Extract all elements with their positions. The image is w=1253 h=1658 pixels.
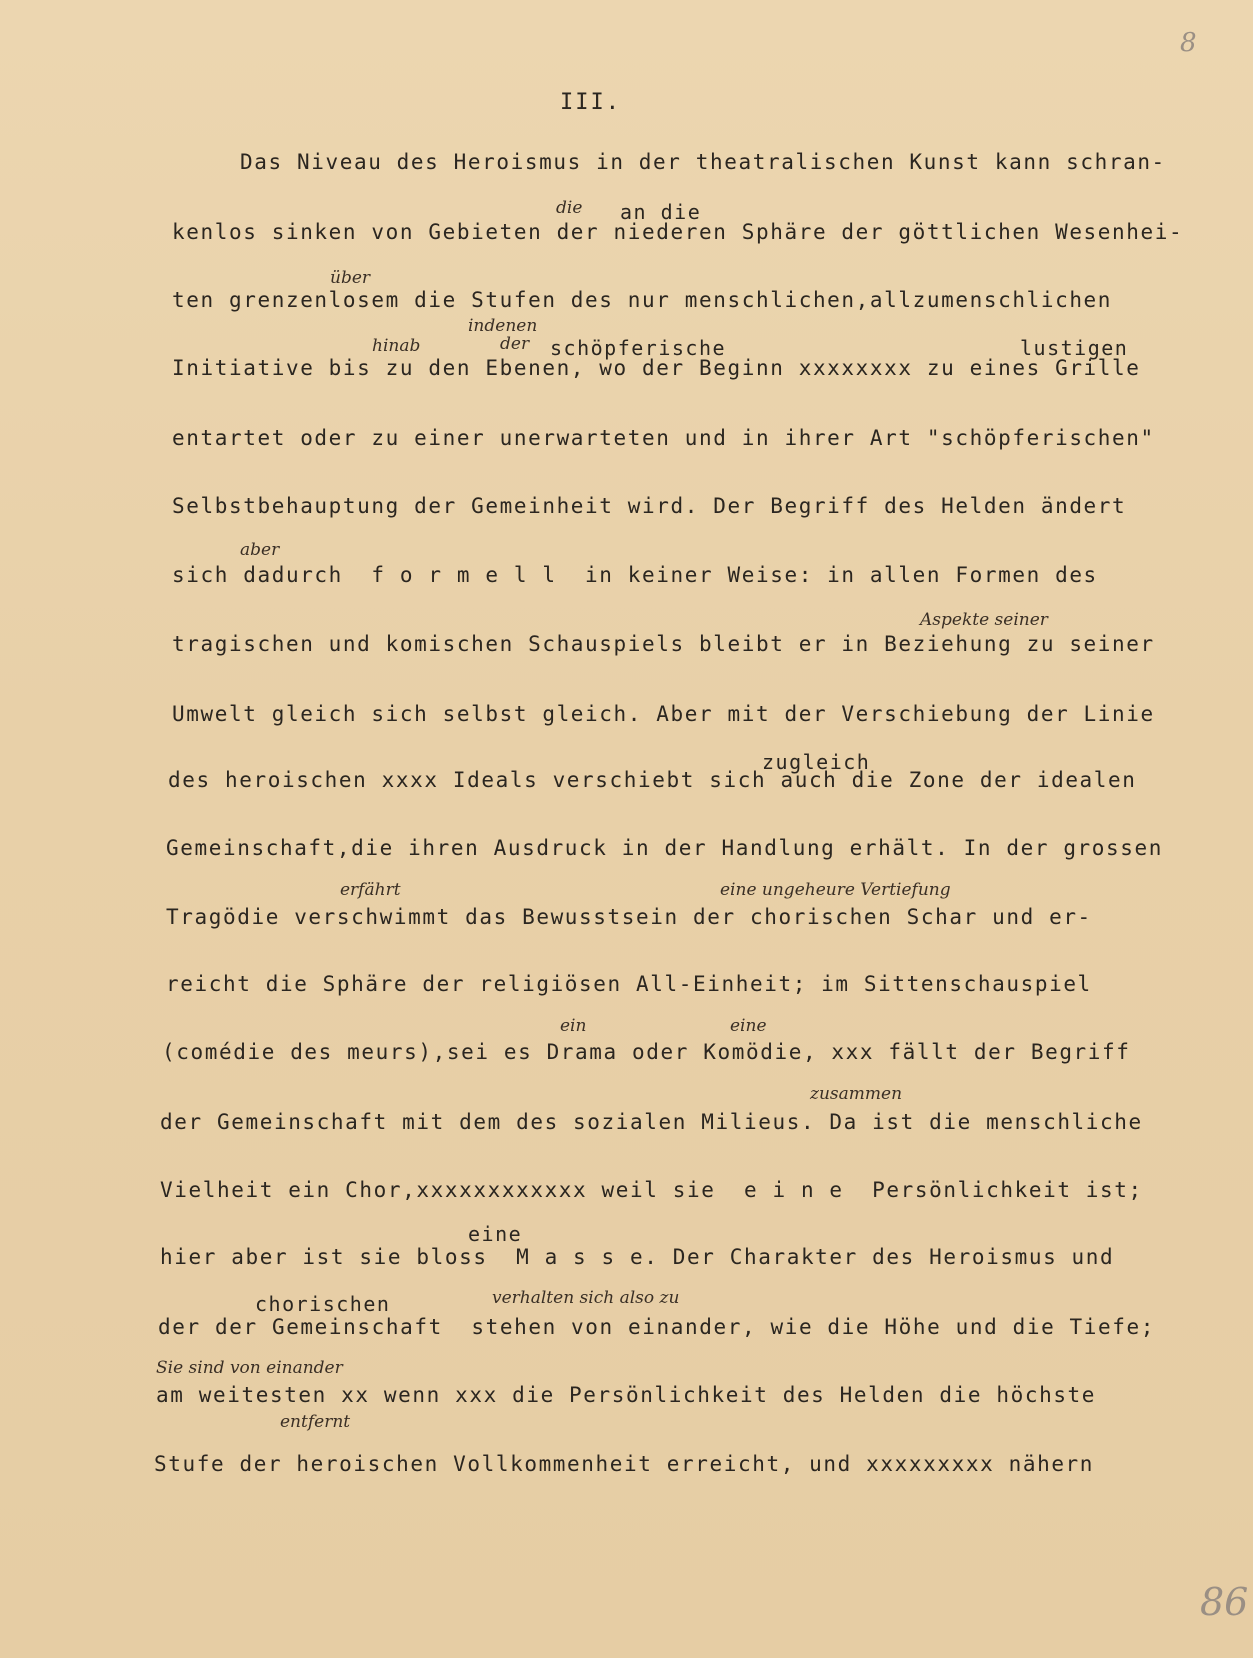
- insertion-handwritten: Aspekte seiner: [920, 610, 1048, 630]
- text-line: Selbstbehauptung der Gemeinheit wird. Der Begriff des Helden ändert: [172, 494, 1127, 518]
- text-line: ten grenzenlosem die Stufen des nur menschlichen,allzumenschlichen: [172, 288, 1113, 312]
- insertion-handwritten: über: [330, 268, 371, 288]
- text-line: Umwelt gleich sich selbst gleich. Aber mit der Verschiebung der Linie: [172, 702, 1155, 726]
- insertion-handwritten: eine ungeheure Vertiefung: [720, 880, 951, 900]
- section-heading: III.: [560, 90, 621, 115]
- text-line: entartet oder zu einer unerwarteten und in ihrer Art "schöpferischen": [172, 426, 1155, 450]
- text-line: kenlos sinken von Gebieten der niederen Sphäre der göttlichen Wesenhei-: [172, 220, 1184, 244]
- text-line: tragischen und komischen Schauspiels bleibt er in Beziehung zu seiner: [172, 632, 1155, 656]
- insertion-handwritten: der: [500, 334, 530, 354]
- insertion-handwritten: verhalten sich also zu: [492, 1288, 680, 1308]
- insertion-typed: chorischen: [255, 1292, 391, 1316]
- insertion-typed: an die: [620, 200, 702, 224]
- insertion-handwritten: indenen: [468, 316, 538, 336]
- text-line: sich dadurch f o r m e l l in keiner Weise: in allen Formen des: [172, 563, 1098, 587]
- text-line: Das Niveau des Heroismus in der theatralischen Kunst kann schran-: [240, 150, 1166, 174]
- insertion-handwritten: hinab: [372, 336, 421, 356]
- text-line: der Gemeinschaft mit dem des sozialen Milieus. Da ist die menschliche: [160, 1110, 1143, 1134]
- text-line: (comédie des meurs),sei es Drama oder Komödie, xxx fällt der Begriff: [162, 1040, 1131, 1064]
- insertion-typed: zugleich: [762, 750, 871, 774]
- text-line: hier aber ist sie bloss M a s s e. Der Charakter des Heroismus und: [160, 1245, 1115, 1269]
- page-number-bottom: 86: [1200, 1580, 1249, 1624]
- text-line: Gemeinschaft,die ihren Ausdruck in der Handlung erhält. In der grossen: [166, 836, 1164, 860]
- insertion-handwritten: entfernt: [280, 1412, 351, 1432]
- insertion-handwritten: ein: [560, 1016, 587, 1036]
- insertion-handwritten: erfährt: [340, 880, 401, 900]
- insertion-typed: lustigen: [1020, 336, 1129, 360]
- insertion-handwritten: Sie sind von einander: [156, 1358, 343, 1378]
- text-line: Initiative bis zu den Ebenen, wo der Beginn xxxxxxxx zu eines Grille: [172, 356, 1141, 380]
- insertion-handwritten: zusammen: [810, 1084, 903, 1104]
- text-line: Tragödie verschwimmt das Bewusstsein der chorischen Schar und er-: [166, 905, 1092, 929]
- insertion-typed: schöpferische: [550, 336, 727, 360]
- insertion-handwritten: eine: [730, 1016, 767, 1036]
- insertion-handwritten: die: [556, 198, 583, 218]
- text-line: der der Gemeinschaft stehen von einander, wie die Höhe und die Tiefe;: [158, 1315, 1156, 1339]
- text-line: Stufe der heroischen Vollkommenheit erreicht, und xxxxxxxxx nähern: [154, 1452, 1095, 1476]
- text-line: des heroischen xxxx Ideals verschiebt sich auch die Zone der idealen: [168, 768, 1137, 792]
- insertion-handwritten: aber: [240, 540, 280, 560]
- page-number-top: 8: [1180, 28, 1197, 58]
- text-line: Vielheit ein Chor,xxxxxxxxxxxx weil sie e i n e Persönlichkeit ist;: [160, 1178, 1143, 1202]
- insertion-typed: eine: [468, 1222, 523, 1246]
- text-line: reicht die Sphäre der religiösen All-Einheit; im Sittenschauspiel: [166, 972, 1092, 996]
- text-line: am weitesten xx wenn xxx die Persönlichkeit des Helden die höchste: [156, 1383, 1097, 1407]
